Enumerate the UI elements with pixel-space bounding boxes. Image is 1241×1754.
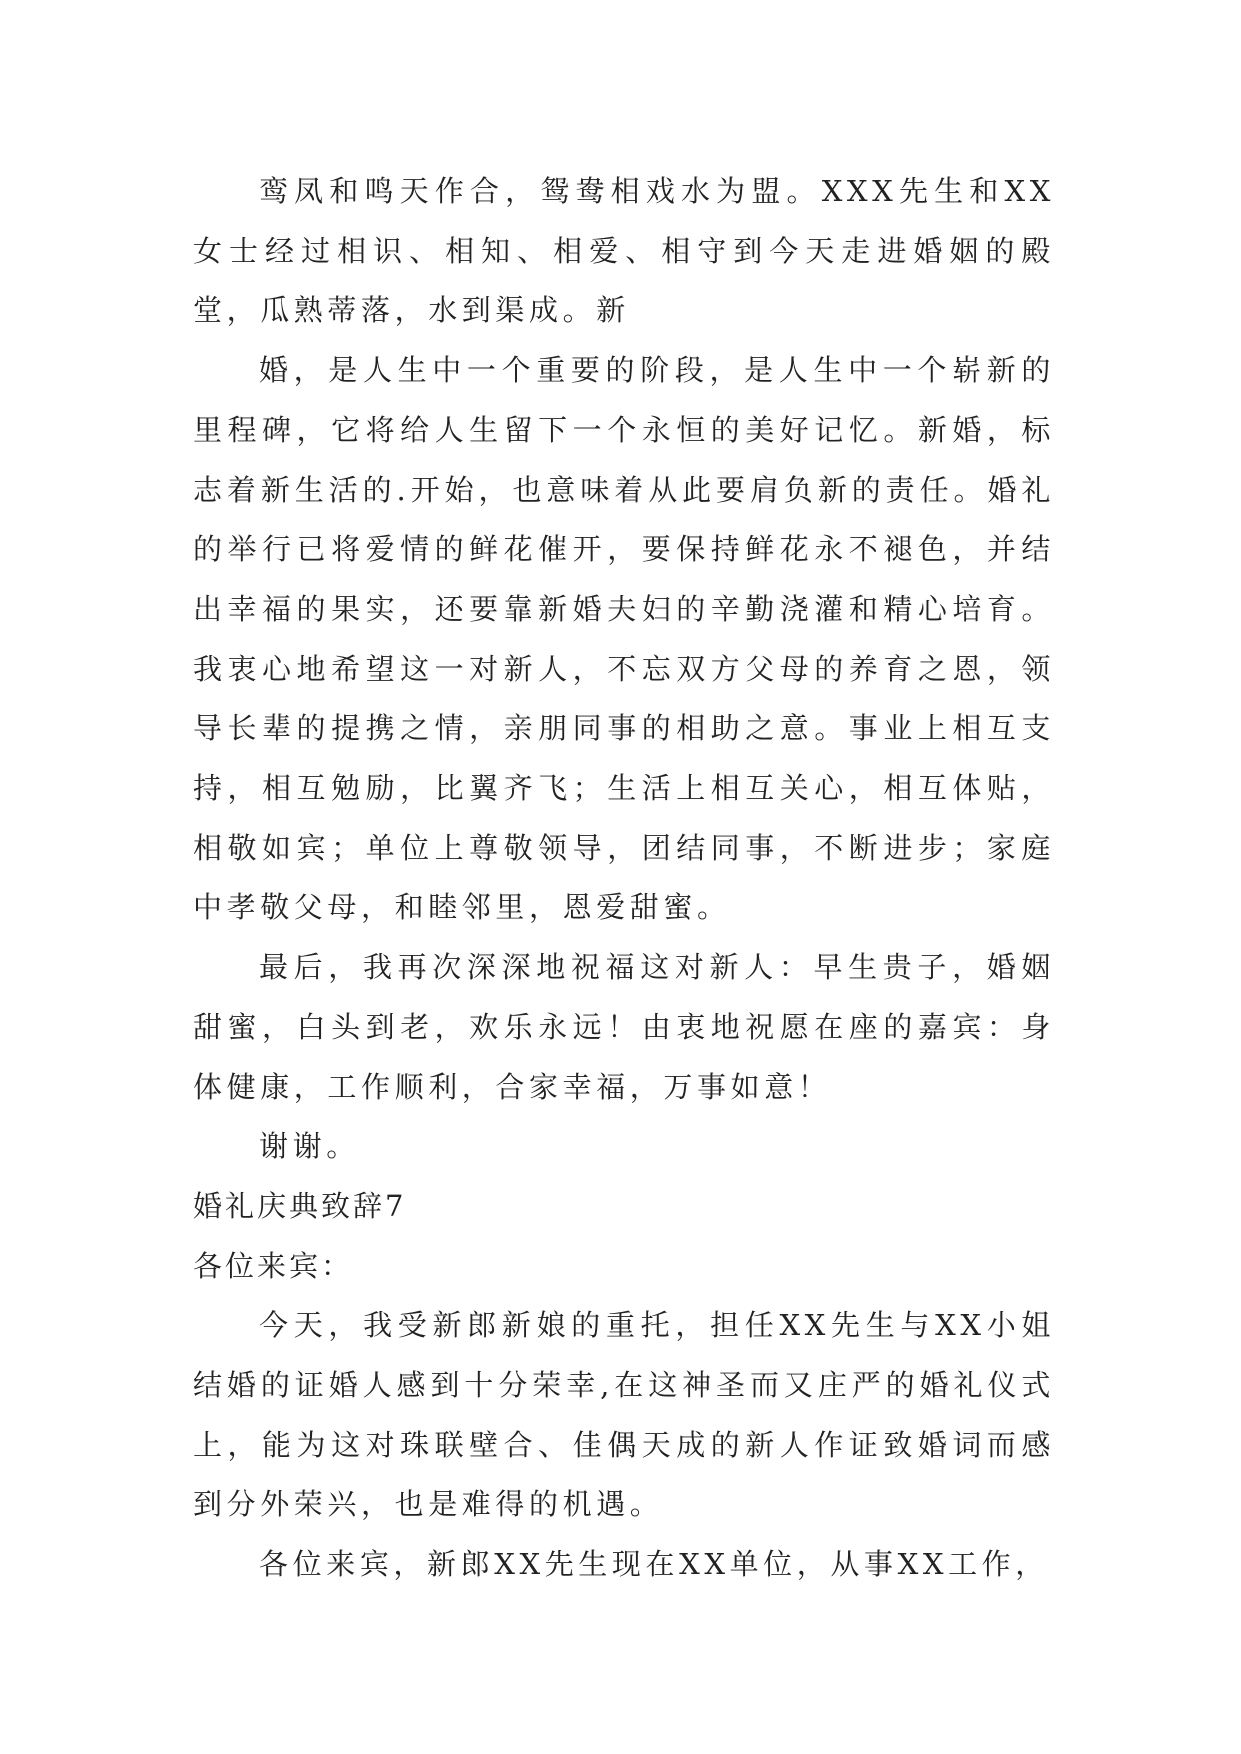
document-body bbox=[193, 162, 1055, 1595]
section-heading: 婚礼庆典致辞7 bbox=[193, 1188, 407, 1223]
paragraph-thanks: 谢谢。 bbox=[259, 1129, 360, 1164]
paragraph-groom-intro: 各位来宾，新郎XX先生现在XX单位，从事XX工作， bbox=[259, 1547, 1049, 1582]
paragraph-marriage-milestone: 婚，是人生中一个重要的阶段，是人生中一个崭新的里程碑，它将给人生留下一个永恒的美好记忆。新婚，标志着新生活的.开始，也意味着从此要肩负新的责任。婚礼的举行已将爱情的鲜花催开，要保持鲜花永不褪色，并结出幸福的果实，还要靠新婚夫妇的辛勤浇灌和精心培育。我衷心地希望这一对新人，不忘双方父母的养育之恩，领导长辈的提携之情，亲朋同事的相助之意。事业上相互支持，相互勉励，比翼齐飞；生活上相互关心，相互体贴，相敬如宾；单位上尊敬领导，团结同事，不断进步；家庭中孝敬父母，和睦邻里，恩爱甜蜜。 bbox=[193, 353, 1055, 925]
paragraph-witness-intro: 今天，我受新郎新娘的重托，担任XX先生与XX小姐结婚的证婚人感到十分荣幸,在这神圣而又庄严的婚礼仪式上，能为这对珠联壁合、佳偶天成的新人作证致婚词而感到分外荣兴，也是难得的机遇。 bbox=[193, 1308, 1055, 1522]
paragraph-blessing-opening: 鸾凤和鸣天作合，鸳鸯相戏水为盟。XXX先生和XX女士经过相识、相知、相爱、相守到今天走进婚姻的殿堂，瓜熟蒂落，水到渠成。新 bbox=[193, 174, 1055, 328]
paragraph-final-blessing: 最后，我再次深深地祝福这对新人：早生贵子，婚姻甜蜜，白头到老，欢乐永远！由衷地祝愿在座的嘉宾：身体健康，工作顺利，合家幸福，万事如意！ bbox=[193, 950, 1055, 1104]
salutation: 各位来宾： bbox=[193, 1248, 354, 1283]
